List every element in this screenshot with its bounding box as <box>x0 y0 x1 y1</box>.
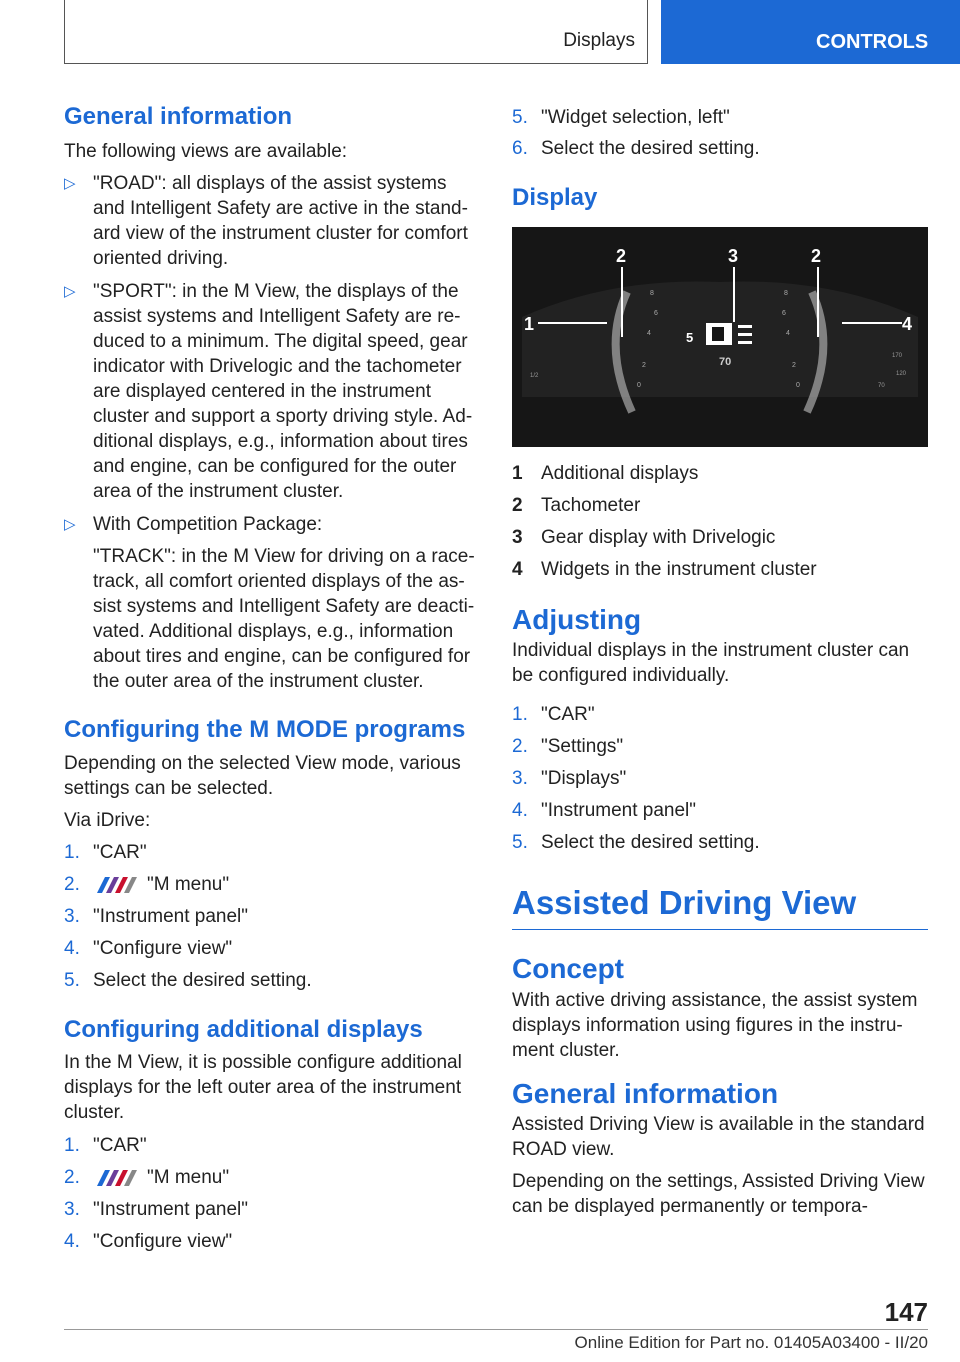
legend-text: Additional displays <box>541 462 699 484</box>
svg-text:5: 5 <box>686 329 694 345</box>
step-number: 2. <box>64 1167 80 1189</box>
svg-text:170: 170 <box>892 352 903 359</box>
step-number: 4. <box>64 937 80 959</box>
list-item <box>64 840 480 865</box>
list-item <box>512 105 928 130</box>
legend-text: Widgets in the instrument cluster <box>541 558 817 580</box>
step-number: 2. <box>512 736 528 758</box>
list-item <box>512 493 928 518</box>
callout-1: 1 <box>524 313 535 334</box>
bullet-text: "ROAD": all displays of the assist systems and Intelligent Safety are active in the standard view of the instrument cluster for comfort oriented driving. <box>93 172 468 269</box>
step-number: 5. <box>64 969 80 991</box>
callout-2-left: 2 <box>616 245 627 266</box>
page-number: 147 <box>884 1297 928 1327</box>
step-text: "Settings" <box>541 736 624 758</box>
list-item <box>64 279 480 504</box>
step-text: "Configure view" <box>93 1231 233 1253</box>
list-item <box>64 171 480 271</box>
list-item <box>64 936 480 961</box>
adjusting-steps <box>512 702 928 855</box>
chapter-tab[interactable] <box>661 0 960 64</box>
step-number: 1. <box>512 704 528 726</box>
step-number: 3. <box>512 768 528 790</box>
step-text: "Widget selection, left" <box>541 107 730 128</box>
list-item <box>512 766 928 791</box>
step-text: "CAR" <box>93 841 147 863</box>
header-box <box>64 0 648 64</box>
svg-text:4: 4 <box>786 329 790 337</box>
step-text: "M menu" <box>147 873 230 895</box>
triangle-bullet-icon: ▷ <box>64 515 76 533</box>
callout-2-right: 2 <box>811 245 822 266</box>
mmode-steps <box>64 840 480 993</box>
concept-text: With active driving assistance, the assist system displays information using figures in the instrument cluster. <box>512 989 918 1061</box>
step-number: 3. <box>64 905 80 927</box>
general-info-heading: General information <box>64 103 293 130</box>
display-heading: Display <box>512 184 598 211</box>
step-number: 3. <box>64 1199 80 1221</box>
step-number: 1. <box>64 1135 80 1157</box>
list-item <box>64 872 480 897</box>
gi-heading: General information <box>512 1077 779 1109</box>
list-item <box>512 461 928 486</box>
track-text: "TRACK": in the M View for driving on a racetrack, all comfort oriented displays of the assist systems and Intelligent Safety are deactivated. Additional displays, e.g., information about tires and engine, can be configured for the outer area of the instrument cluster. <box>93 545 475 692</box>
step-number: 1. <box>64 841 80 863</box>
section-title-assisted-driving-view: Assisted Driving View <box>512 883 928 930</box>
general-info-intro: The following views are available: <box>64 140 348 162</box>
svg-text:2: 2 <box>642 361 646 369</box>
bullet-text: "SPORT": in the M View, the displays of the assist systems and Intelligent Safety are reduced to a minimum. The digital speed, gear indicator with Drivelogic and the tachometer are displayed centered in the instrument cluster and support a sporty driving style. Additional displays, e.g., information about tires and engine, can be configured for the outer area of the instrument cluster. <box>93 280 473 502</box>
legend-text: Tachometer <box>541 494 641 516</box>
svg-text:8: 8 <box>784 289 788 297</box>
svg-text:6: 6 <box>654 309 658 317</box>
step-text: "CAR" <box>93 1135 147 1157</box>
list-item <box>512 734 928 759</box>
svg-text:120: 120 <box>896 370 907 377</box>
list-item <box>64 1165 480 1190</box>
step-text: Select the desired setting. <box>93 969 312 991</box>
step-text: "Instrument panel" <box>93 1199 249 1221</box>
step-text: "Configure view" <box>93 937 233 959</box>
list-item <box>64 1197 480 1222</box>
track-description <box>64 544 480 694</box>
step-text: "Instrument panel" <box>541 800 697 822</box>
legend-number: 4 <box>512 558 523 580</box>
list-item <box>512 798 928 823</box>
callout-4: 4 <box>902 313 913 334</box>
addl-steps <box>64 1133 480 1254</box>
legend-number: 3 <box>512 526 523 548</box>
adjusting-heading: Adjusting <box>512 603 642 635</box>
gi-text-1: Assisted Driving View is available in the standard ROAD view. <box>512 1114 925 1161</box>
step-number: 4. <box>64 1231 80 1253</box>
section-title: Displays <box>563 30 635 51</box>
concept-heading: Concept <box>512 952 624 984</box>
bullet-text: With Competition Package: <box>93 513 323 535</box>
step-number: 5. <box>512 832 528 854</box>
svg-text:2: 2 <box>792 361 796 369</box>
svg-text:1/2: 1/2 <box>530 372 539 379</box>
list-item <box>512 136 928 161</box>
legend-text: Gear display with Drivelogic <box>541 526 776 548</box>
instrument-cluster-image <box>512 227 928 447</box>
continued-steps <box>512 105 928 161</box>
triangle-bullet-icon: ▷ <box>64 282 76 300</box>
step-number: 5. <box>512 107 528 128</box>
list-item <box>64 904 480 929</box>
step-text: "Instrument panel" <box>93 905 249 927</box>
svg-text:6: 6 <box>782 309 786 317</box>
right-column <box>512 100 928 1219</box>
svg-text:4: 4 <box>647 329 651 337</box>
gi-text-2: Depending on the settings, Assisted Driving View can be displayed permanently or tempora- <box>512 1171 925 1218</box>
list-item <box>512 557 928 582</box>
step-text: "CAR" <box>541 704 595 726</box>
mmode-heading: Configuring the M MODE programs <box>64 715 466 743</box>
step-text: Select the desired setting. <box>541 832 760 854</box>
legend-number: 2 <box>512 494 523 516</box>
list-item <box>512 525 928 550</box>
footer-divider <box>64 1329 928 1330</box>
step-number: 2. <box>64 873 80 895</box>
chapter-label: CONTROLS <box>816 31 929 53</box>
m-logo-icon <box>93 1170 139 1186</box>
list-item <box>64 1229 480 1254</box>
m-logo-icon <box>93 877 139 893</box>
list-item <box>64 1133 480 1158</box>
step-text: "Displays" <box>541 768 627 790</box>
addl-heading: Configuring additional displays <box>64 1015 423 1043</box>
mmode-text: Depending on the selected View mode, various settings can be selected. <box>64 752 461 799</box>
edition-text: Online Edition for Part no. 01405A03400 - II/20 <box>574 1333 928 1352</box>
svg-text:0: 0 <box>796 381 800 389</box>
svg-text:70: 70 <box>878 382 885 389</box>
step-number: 6. <box>512 138 528 159</box>
list-item <box>64 512 480 537</box>
list-item <box>512 702 928 727</box>
addl-text: In the M View, it is possible configure additional displays for the left outer area of the instrument cluster. <box>64 1052 462 1124</box>
list-item <box>64 968 480 993</box>
via-idrive: Via iDrive: <box>64 809 151 831</box>
list-item <box>512 830 928 855</box>
display-legend <box>512 461 928 582</box>
step-number: 4. <box>512 800 528 822</box>
step-text: Select the desired setting. <box>541 138 760 159</box>
svg-text:0: 0 <box>637 381 641 389</box>
adjusting-text: Individual displays in the instrument cluster can be configured individually. <box>512 640 910 687</box>
legend-number: 1 <box>512 462 523 484</box>
left-column <box>64 100 480 1254</box>
step-text: "M menu" <box>147 1167 230 1189</box>
svg-text:8: 8 <box>650 289 654 297</box>
callout-3: 3 <box>728 245 739 266</box>
svg-text:70: 70 <box>719 355 732 368</box>
triangle-bullet-icon: ▷ <box>64 174 76 192</box>
